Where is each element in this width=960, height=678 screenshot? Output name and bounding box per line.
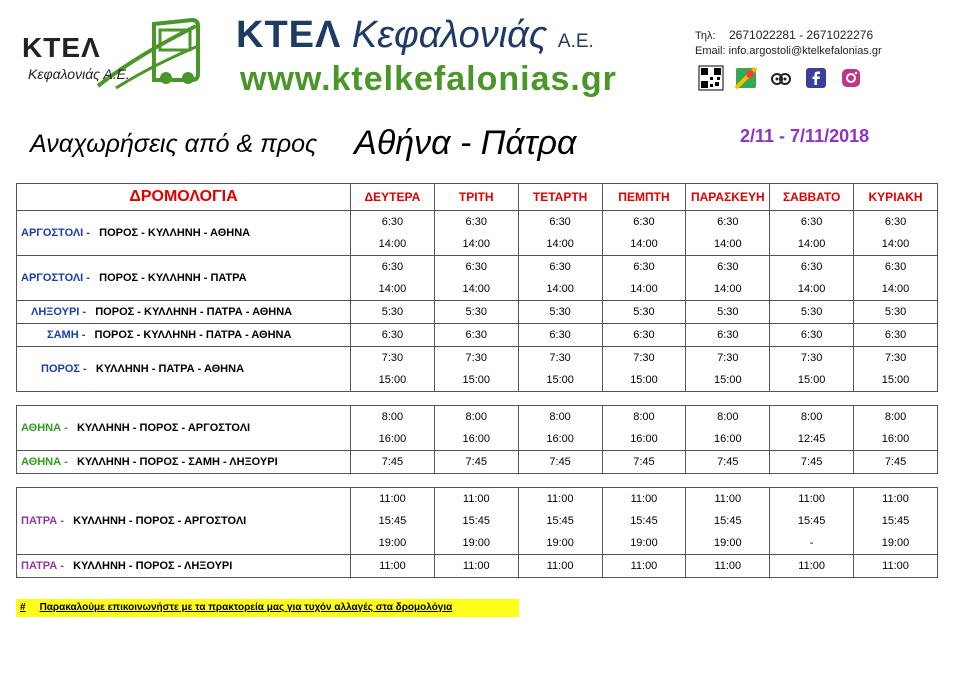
route-origin: ΑΘΗΝΑ - xyxy=(21,422,68,434)
company-logo xyxy=(16,14,200,98)
departure-time: 14:00 xyxy=(434,233,518,256)
departure-time: 19:00 xyxy=(602,532,686,555)
route-origin: ΑΡΓΟΣΤΟΛΙ - xyxy=(21,272,90,284)
departure-time: 15:00 xyxy=(434,369,518,392)
website-link[interactable]: www.ktelkefalonias.gr xyxy=(240,60,617,98)
route-name xyxy=(17,451,351,474)
route-stops: ΠΟΡΟΣ - ΚΥΛΛΗΝΗ - ΑΘΗΝΑ xyxy=(99,227,251,239)
departure-time: 15:45 xyxy=(434,510,518,532)
departure-time: 15:45 xyxy=(602,510,686,532)
day-header: ΔΕΥΤΕΡΑ xyxy=(351,184,435,211)
departure-time: 16:00 xyxy=(351,428,435,451)
route-origin: ΣΑΜΗ - xyxy=(47,329,86,341)
departure-time: 6:30 xyxy=(770,324,854,347)
departure-time: 7:45 xyxy=(686,451,770,474)
route-name xyxy=(17,406,351,451)
departure-time: 5:30 xyxy=(770,301,854,324)
title-region: Κεφαλονιάς xyxy=(351,14,548,56)
departure-time: 11:00 xyxy=(854,488,938,511)
routes-header: ΔΡΟΜΟΛΟΓΙΑ xyxy=(17,184,351,211)
route-name xyxy=(17,347,351,392)
schedule-table-departures xyxy=(16,183,938,392)
schedule-row xyxy=(17,211,938,234)
departure-time: 7:30 xyxy=(686,347,770,370)
route-spacer xyxy=(68,456,77,468)
departure-time: 15:00 xyxy=(351,369,435,392)
route-stops: ΠΟΡΟΣ - ΚΥΛΛΗΝΗ - ΠΑΤΡΑ - ΑΘΗΝΑ xyxy=(94,329,292,341)
day-header: ΚΥΡΙΑΚΗ xyxy=(854,184,938,211)
departure-time: 14:00 xyxy=(434,278,518,301)
departure-time: 7:45 xyxy=(434,451,518,474)
departure-time: 6:30 xyxy=(434,324,518,347)
departure-time: 7:45 xyxy=(602,451,686,474)
route-stops: ΚΥΛΛΗΝΗ - ΠΑΤΡΑ - ΑΘΗΝΑ xyxy=(95,363,245,375)
departure-time: 7:45 xyxy=(770,451,854,474)
departures-label: Αναχωρήσεις από & προς xyxy=(30,130,318,158)
departure-time: 15:00 xyxy=(518,369,602,392)
departure-time: 15:45 xyxy=(854,510,938,532)
contact-info xyxy=(695,28,882,59)
page-subtitle xyxy=(30,122,576,161)
route-stops: ΚΥΛΛΗΝΗ - ΠΟΡΟΣ - ΑΡΓΟΣΤΟΛΙ xyxy=(73,515,247,527)
departure-time: 11:00 xyxy=(434,488,518,511)
departure-time: 14:00 xyxy=(854,233,938,256)
departure-time: 6:30 xyxy=(434,256,518,279)
departure-time: 6:30 xyxy=(602,211,686,234)
departure-time: 14:00 xyxy=(602,233,686,256)
departure-time: 11:00 xyxy=(518,488,602,511)
schedule-row xyxy=(17,451,938,474)
departure-time: 11:00 xyxy=(854,555,938,578)
destination-label: Αθήνα - Πάτρα xyxy=(354,124,577,162)
departure-time: 14:00 xyxy=(351,233,435,256)
departure-time: 11:00 xyxy=(686,555,770,578)
departure-time: 6:30 xyxy=(854,256,938,279)
departure-time: 16:00 xyxy=(602,428,686,451)
departure-time: 15:00 xyxy=(602,369,686,392)
departure-time: 15:00 xyxy=(770,369,854,392)
day-header: ΠΑΡΑΣΚΕΥΗ xyxy=(686,184,770,211)
email-address[interactable]: info.argostoli@ktelkefalonias.gr xyxy=(728,45,882,57)
departure-time: 6:30 xyxy=(602,256,686,279)
route-origin: ΠΑΤΡΑ - xyxy=(21,560,64,572)
schedule-row xyxy=(17,488,938,511)
title-suffix: Α.Ε. xyxy=(557,31,594,52)
departure-time: 5:30 xyxy=(351,301,435,324)
route-spacer xyxy=(68,422,77,434)
schedule-row xyxy=(17,301,938,324)
departure-time: 8:00 xyxy=(770,406,854,429)
route-stops: ΚΥΛΛΗΝΗ - ΠΟΡΟΣ - ΛΗΞΟΥΡΙ xyxy=(73,560,233,572)
departure-time: 14:00 xyxy=(602,278,686,301)
departure-time: 11:00 xyxy=(518,555,602,578)
day-header: ΤΡΙΤΗ xyxy=(434,184,518,211)
route-name xyxy=(17,555,351,578)
departure-time: 16:00 xyxy=(518,428,602,451)
departure-time: 5:30 xyxy=(602,301,686,324)
route-spacer xyxy=(90,272,99,284)
departure-time: 15:00 xyxy=(854,369,938,392)
departure-time: 19:00 xyxy=(351,532,435,555)
departure-time: 19:00 xyxy=(434,532,518,555)
departure-time: 6:30 xyxy=(854,324,938,347)
route-spacer xyxy=(64,560,73,572)
route-spacer xyxy=(87,363,96,375)
logo-brand: ΚΤΕΛ xyxy=(22,32,101,63)
departure-time: 6:30 xyxy=(518,324,602,347)
departure-time: 6:30 xyxy=(351,211,435,234)
departure-time: - xyxy=(770,532,854,555)
departure-time: 15:45 xyxy=(770,510,854,532)
route-stops: ΠΟΡΟΣ - ΚΥΛΛΗΝΗ - ΠΑΤΡΑ - ΑΘΗΝΑ xyxy=(95,306,293,318)
departure-time: 14:00 xyxy=(854,278,938,301)
departure-time: 15:45 xyxy=(351,510,435,532)
departure-time: 14:00 xyxy=(686,278,770,301)
departure-time: 16:00 xyxy=(854,428,938,451)
departure-time: 7:30 xyxy=(434,347,518,370)
departure-time: 8:00 xyxy=(686,406,770,429)
schedule-row xyxy=(17,256,938,279)
day-header: ΤΕΤΑΡΤΗ xyxy=(518,184,602,211)
departure-time: 11:00 xyxy=(770,488,854,511)
route-stops: ΚΥΛΛΗΝΗ - ΠΟΡΟΣ - ΑΡΓΟΣΤΟΛΙ xyxy=(76,422,251,434)
departure-time: 6:30 xyxy=(854,211,938,234)
day-header: ΣΑΒΒΑΤΟ xyxy=(770,184,854,211)
departure-time: 8:00 xyxy=(518,406,602,429)
route-origin: ΑΡΓΟΣΤΟΛΙ - xyxy=(21,227,90,239)
departure-time: 5:30 xyxy=(518,301,602,324)
route-name xyxy=(17,301,351,324)
phone-number[interactable]: 2671022281 - 2671022276 xyxy=(729,28,874,42)
departure-time: 16:00 xyxy=(686,428,770,451)
schedule-row xyxy=(17,347,938,370)
departure-time: 12:45 xyxy=(770,428,854,451)
facebook-icon[interactable] xyxy=(802,64,829,91)
departure-time: 19:00 xyxy=(686,532,770,555)
departure-time: 7:30 xyxy=(351,347,435,370)
departure-time: 7:30 xyxy=(770,347,854,370)
departure-time: 6:30 xyxy=(770,211,854,234)
company-title xyxy=(236,14,594,57)
route-name xyxy=(17,256,351,301)
departure-time: 6:30 xyxy=(518,256,602,279)
note-text: Παρακαλούμε επικοινωνήστε με τα πρακτορεία μας για τυχόν αλλαγές στα δρομολόγια xyxy=(39,602,453,613)
route-stops: ΠΟΡΟΣ - ΚΥΛΛΗΝΗ - ΠΑΤΡΑ xyxy=(99,272,247,284)
departure-time: 14:00 xyxy=(518,278,602,301)
departure-time: 11:00 xyxy=(602,488,686,511)
route-stops: ΚΥΛΛΗΝΗ - ΠΟΡΟΣ - ΣΑΜΗ - ΛΗΞΟΥΡΙ xyxy=(76,456,278,468)
note-hash: # xyxy=(20,602,26,613)
departure-time: 11:00 xyxy=(351,488,435,511)
social-icons xyxy=(697,64,864,91)
departure-time: 16:00 xyxy=(434,428,518,451)
departure-time: 14:00 xyxy=(686,233,770,256)
departure-time: 6:30 xyxy=(686,211,770,234)
departure-time: 5:30 xyxy=(686,301,770,324)
departure-time: 7:45 xyxy=(854,451,938,474)
departure-time: 8:00 xyxy=(351,406,435,429)
route-origin: ΑΘΗΝΑ - xyxy=(21,456,68,468)
route-origin: ΠΑΤΡΑ - xyxy=(21,515,64,527)
departure-time: 15:45 xyxy=(686,510,770,532)
departure-time: 11:00 xyxy=(351,555,435,578)
schedule-table-from-athens xyxy=(16,405,938,474)
departure-time: 6:30 xyxy=(351,324,435,347)
departure-time: 6:30 xyxy=(351,256,435,279)
schedule-table-from-patras xyxy=(16,487,938,578)
departure-time: 6:30 xyxy=(434,211,518,234)
logo-subtitle: Κεφαλονιάς Α.Ε. xyxy=(28,66,130,82)
departure-time: 6:30 xyxy=(518,211,602,234)
route-spacer xyxy=(86,306,95,318)
departure-time: 7:45 xyxy=(351,451,435,474)
departure-time: 8:00 xyxy=(602,406,686,429)
maps-icon[interactable] xyxy=(732,64,759,91)
departure-time: 14:00 xyxy=(770,278,854,301)
departure-time: 8:00 xyxy=(854,406,938,429)
phone-label: Τηλ: xyxy=(695,30,716,42)
instagram-icon[interactable] xyxy=(837,64,864,91)
route-spacer xyxy=(64,515,73,527)
route-name xyxy=(17,488,351,555)
date-range: 2/11 - 7/11/2018 xyxy=(740,126,870,146)
departure-time: 5:30 xyxy=(854,301,938,324)
departure-time: 11:00 xyxy=(770,555,854,578)
departure-time: 6:30 xyxy=(686,256,770,279)
email-label: Email: xyxy=(695,45,726,57)
departure-time: 14:00 xyxy=(351,278,435,301)
departure-time: 6:30 xyxy=(686,324,770,347)
departure-time: 7:30 xyxy=(854,347,938,370)
schedule-row xyxy=(17,324,938,347)
departure-time: 15:00 xyxy=(686,369,770,392)
departure-time: 6:30 xyxy=(770,256,854,279)
qr-code-icon[interactable] xyxy=(697,64,724,91)
schedule-row xyxy=(17,406,938,429)
departure-time: 5:30 xyxy=(434,301,518,324)
departure-time: 19:00 xyxy=(854,532,938,555)
departure-time: 7:45 xyxy=(518,451,602,474)
departure-time: 8:00 xyxy=(434,406,518,429)
route-spacer xyxy=(90,227,99,239)
departure-time: 6:30 xyxy=(602,324,686,347)
route-origin: ΠΟΡΟΣ - xyxy=(41,363,87,375)
departure-time: 11:00 xyxy=(686,488,770,511)
changes-notice xyxy=(16,599,519,617)
departure-time: 7:30 xyxy=(602,347,686,370)
departure-time: 15:45 xyxy=(518,510,602,532)
departure-time: 11:00 xyxy=(602,555,686,578)
day-header: ΠΕΜΠΤΗ xyxy=(602,184,686,211)
route-spacer xyxy=(85,329,94,341)
departure-time: 14:00 xyxy=(518,233,602,256)
route-origin: ΛΗΞΟΥΡΙ - xyxy=(31,306,87,318)
departure-time: 11:00 xyxy=(434,555,518,578)
title-brand: ΚΤΕΛ xyxy=(236,14,342,56)
schedule-row xyxy=(17,555,938,578)
route-name xyxy=(17,211,351,256)
departure-time: 7:30 xyxy=(518,347,602,370)
departure-time: 14:00 xyxy=(770,233,854,256)
route-name xyxy=(17,324,351,347)
departure-time: 19:00 xyxy=(518,532,602,555)
tripadvisor-icon[interactable] xyxy=(767,64,794,91)
